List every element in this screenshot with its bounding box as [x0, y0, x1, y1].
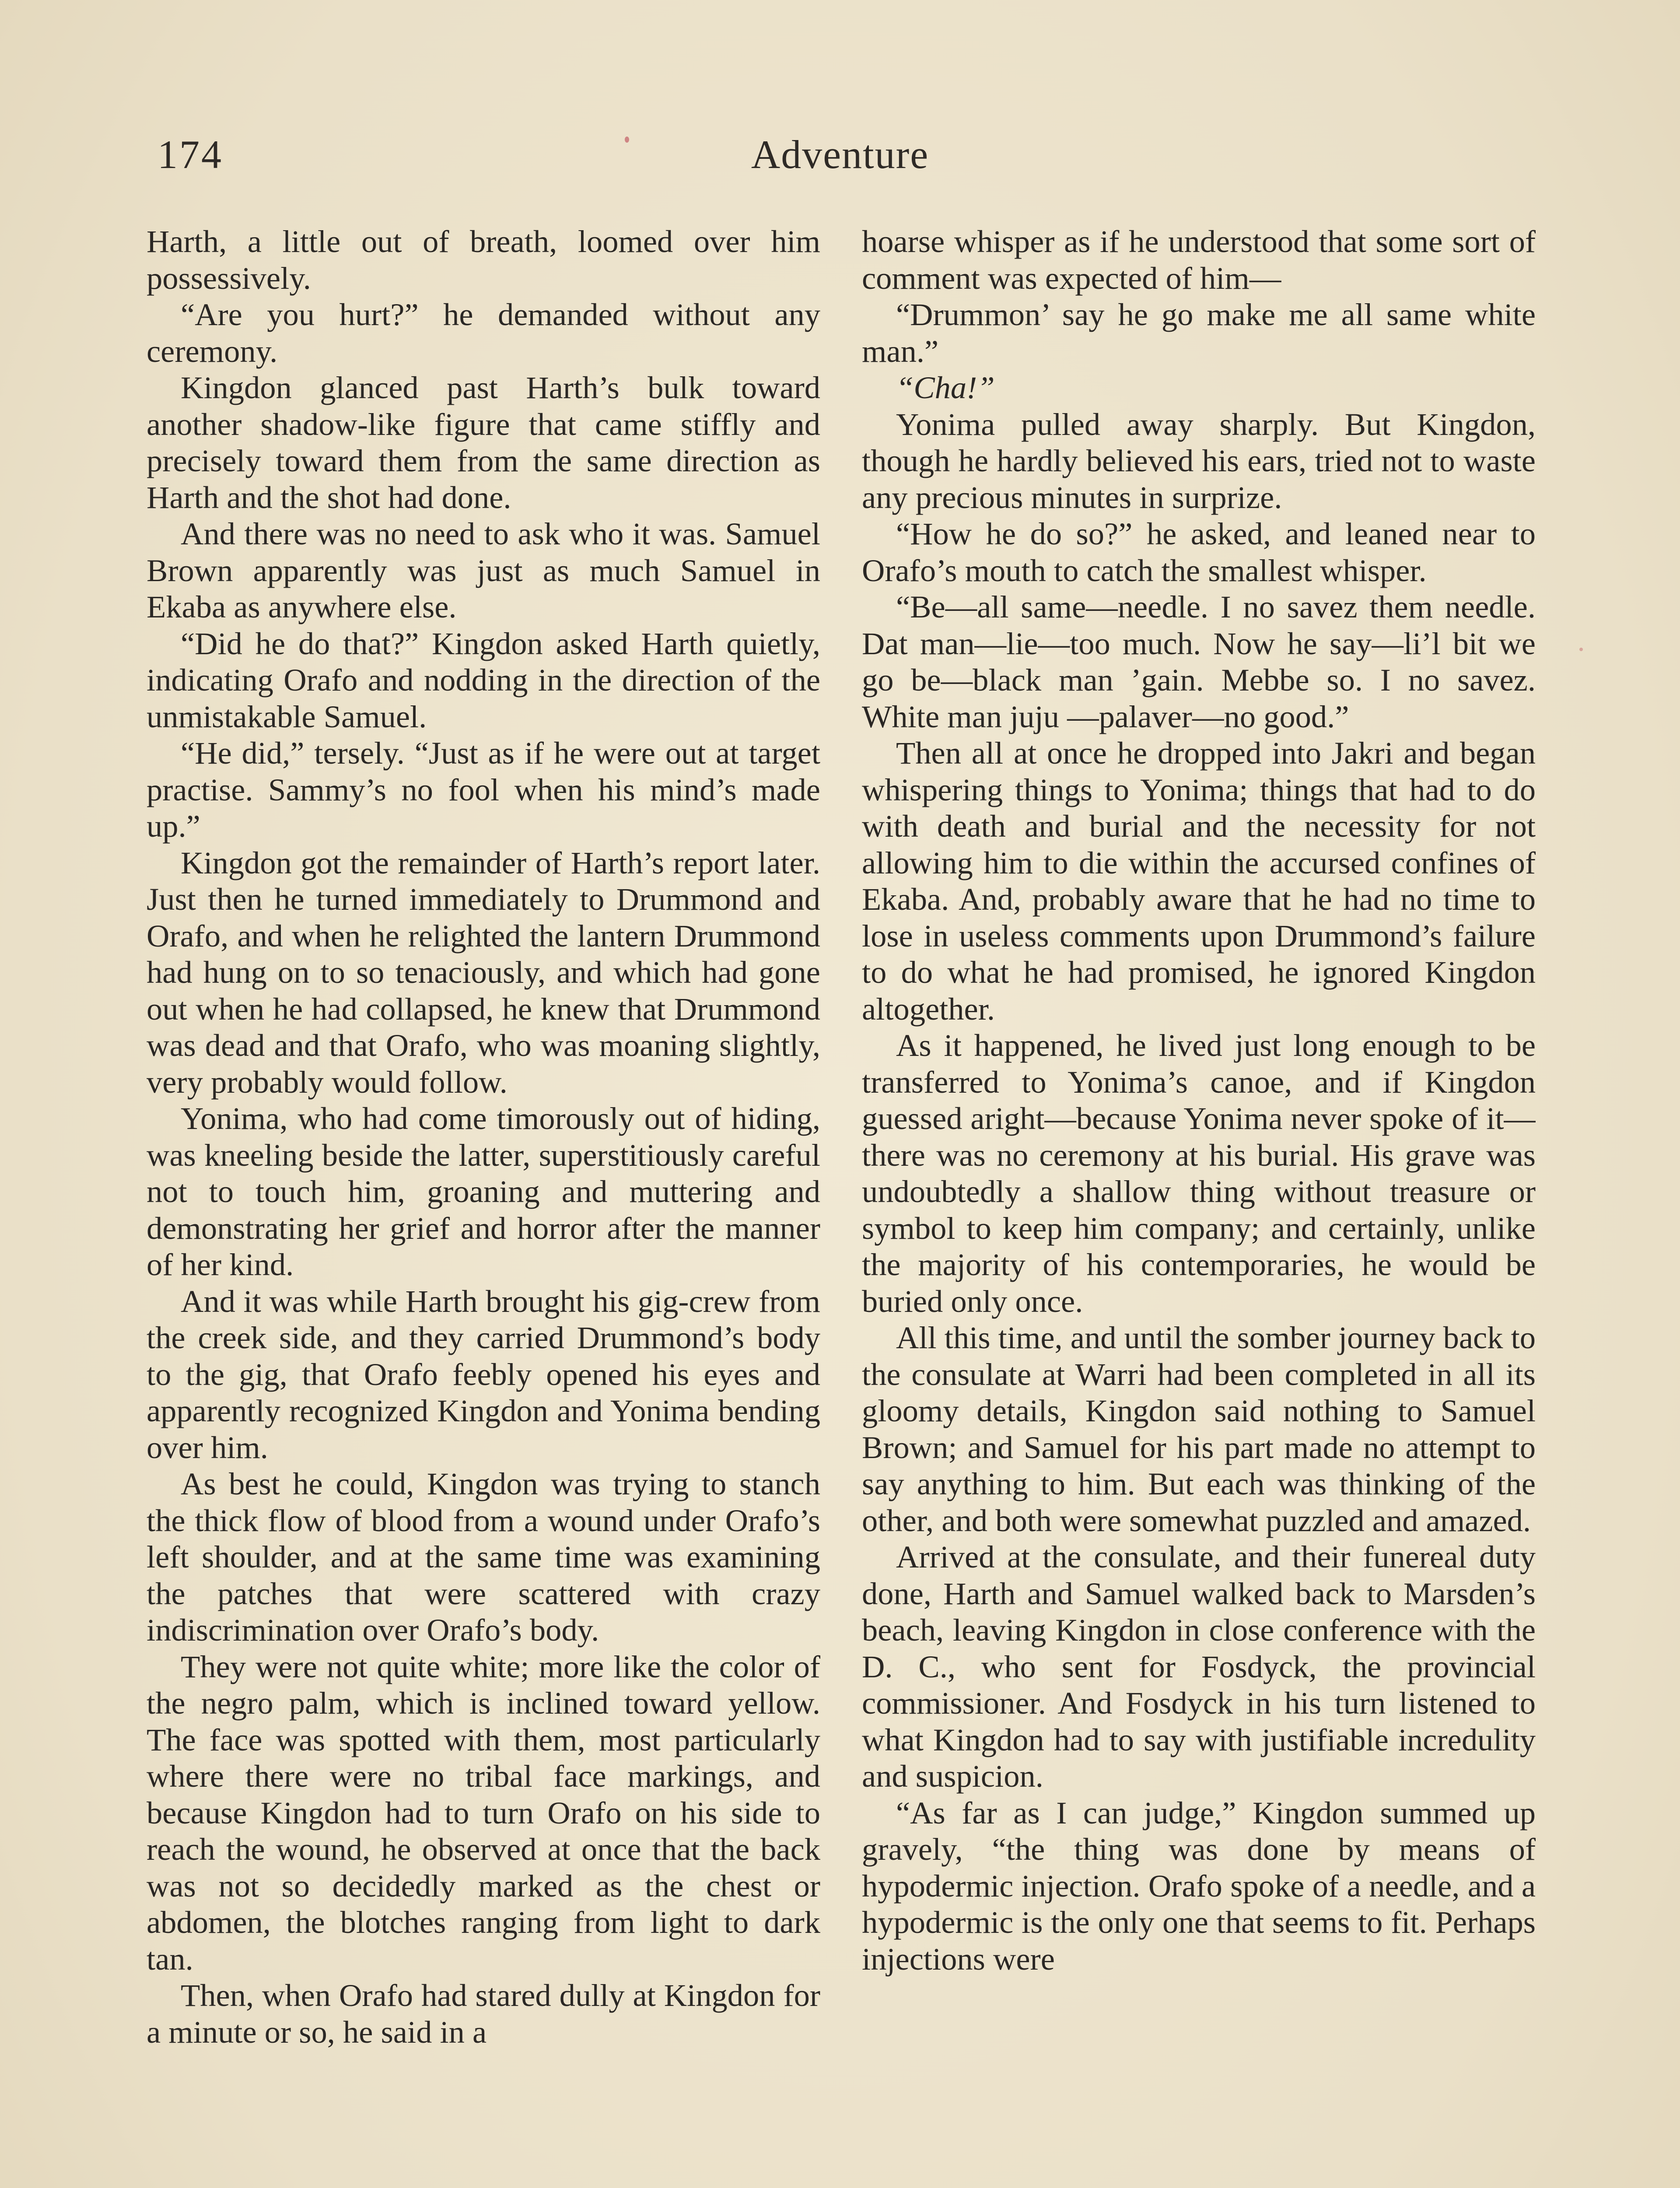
- paragraph: Arrived at the consulate, and their funereal duty done, Harth and Samuel walked back to Marsden’s beach, leaving Kingdon in close conference with the D. C., who sent for Fosdyck, the provincial commissioner. And Fosdyck in his turn listened to what Kingdon had to say with justifiable incredulity and suspicion.: [862, 1539, 1536, 1794]
- paragraph: Harth, a little out of breath, loomed over him possessively.: [147, 224, 820, 296]
- paragraph: “Are you hurt?” he demanded without any ceremony.: [147, 297, 820, 369]
- running-head: [149, 131, 1531, 188]
- paragraph: And it was while Harth brought his gig-crew from the creek side, and they carried Drummond’s body to the gig, that Orafo feebly opened his eyes and apparently recognized Kingdon and Yonima bending over him.: [147, 1283, 820, 1465]
- paragraph: Yonima, who had come timorously out of hiding, was kneeling beside the latter, superstitiously careful not to touch him, groaning and muttering and demonstrating her grief and horror after the manner of her kind.: [147, 1101, 820, 1282]
- paragraph: As best he could, Kingdon was trying to stanch the thick flow of blood from a wound under Orafo’s left shoulder, and at the same time was examining the patches that were scattered with crazy indiscrimination over Orafo’s body.: [147, 1466, 820, 1648]
- paragraph: “Drummon’ say he go make me all same white man.”: [862, 297, 1536, 369]
- paragraph: “Did he do that?” Kingdon asked Harth quietly, indicating Orafo and nodding in the direction of the unmistakable Samuel.: [147, 625, 820, 734]
- paragraph: Kingdon glanced past Harth’s bulk toward another shadow-like figure that came stiffly and precisely toward them from the same direction as Harth and the shot had done.: [147, 370, 820, 515]
- text-column-left: [147, 223, 820, 2188]
- ink-speck: [1579, 648, 1583, 651]
- paragraph: Kingdon got the remainder of Harth’s report later. Just then he turned immediately to Drummond and Orafo, and when he relighted the lantern Drummond had hung on to so tenaciously, and which had gone out when he had collapsed, he knew that Drummond was dead and that Orafo, who was moaning slightly, very probably would follow.: [147, 845, 820, 1100]
- paragraph: “Be—all same—needle. I no savez them needle. Dat man—lie—too much. Now he say—li’l bit we go be—black man ’gain. Mebbe so. I no savez. White man juju —palaver—no good.”: [862, 589, 1536, 734]
- text-column-right: [862, 223, 1536, 2188]
- paragraph: Then, when Orafo had stared dully at Kingdon for a minute or so, he said in a: [147, 1978, 820, 2050]
- paragraph: hoarse whisper as if he understood that some sort of comment was expected of him—: [862, 224, 1536, 296]
- paragraph: All this time, and until the somber journey back to the consulate at Warri had been completed in all its gloomy details, Kingdon said nothing to Samuel Brown; and Samuel for his part made no attempt to say anything to him. But each was thinking of the other, and both were somewhat puzzled and amazed.: [862, 1320, 1536, 1538]
- paragraph: “He did,” tersely. “Just as if he were out at target practise. Sammy’s no fool when his mind’s made up.”: [147, 735, 820, 844]
- paragraph: Then all at once he dropped into Jakri and began whispering things to Yonima; things that had to do with death and burial and the necessity for not allowing him to die within the accursed confines of Ekaba. And, probably aware that he had no time to lose in useless comments upon Drummond’s failure to do what he had promised, he ignored Kingdon altogether.: [862, 735, 1536, 1027]
- paragraph: As it happened, he lived just long enough to be transferred to Yonima’s canoe, and if Kingdon guessed aright—because Yonima never spoke of it—there was no ceremony at his burial. His grave was undoubtedly a shallow thing without treasure or symbol to keep him company; and certainly, unlike the majority of his contemporaries, he would be buried only once.: [862, 1027, 1536, 1319]
- paragraph: And there was no need to ask who it was. Samuel Brown apparently was just as much Samuel in Ekaba as anywhere else.: [147, 516, 820, 624]
- paragraph: “Cha!”: [896, 370, 995, 405]
- paragraph: They were not quite white; more like the color of the negro palm, which is inclined toward yellow. The face was spotted with them, most particularly where there were no tribal face markings, and because Kingdon had to turn Orafo on his side to reach the wound, he observed at once that the back was not so decidedly marked as the chest or abdomen, the blotches ranging from light to dark tan.: [147, 1648, 820, 1977]
- page-number: 174: [158, 132, 223, 177]
- paragraph: “As far as I can judge,” Kingdon summed up gravely, “the thing was done by means of hypodermic injection. Orafo spoke of a needle, and a hypodermic is the only one that seems to fit. Perhaps injections were: [862, 1795, 1536, 1977]
- paragraph: “How he do so?” he asked, and leaned near to Orafo’s mouth to catch the smallest whisper.: [862, 516, 1536, 588]
- journal-title: Adventure: [751, 132, 929, 177]
- paragraph: Yonima pulled away sharply. But Kingdon, though he hardly believed his ears, tried not to waste any precious minutes in surprize.: [862, 406, 1536, 515]
